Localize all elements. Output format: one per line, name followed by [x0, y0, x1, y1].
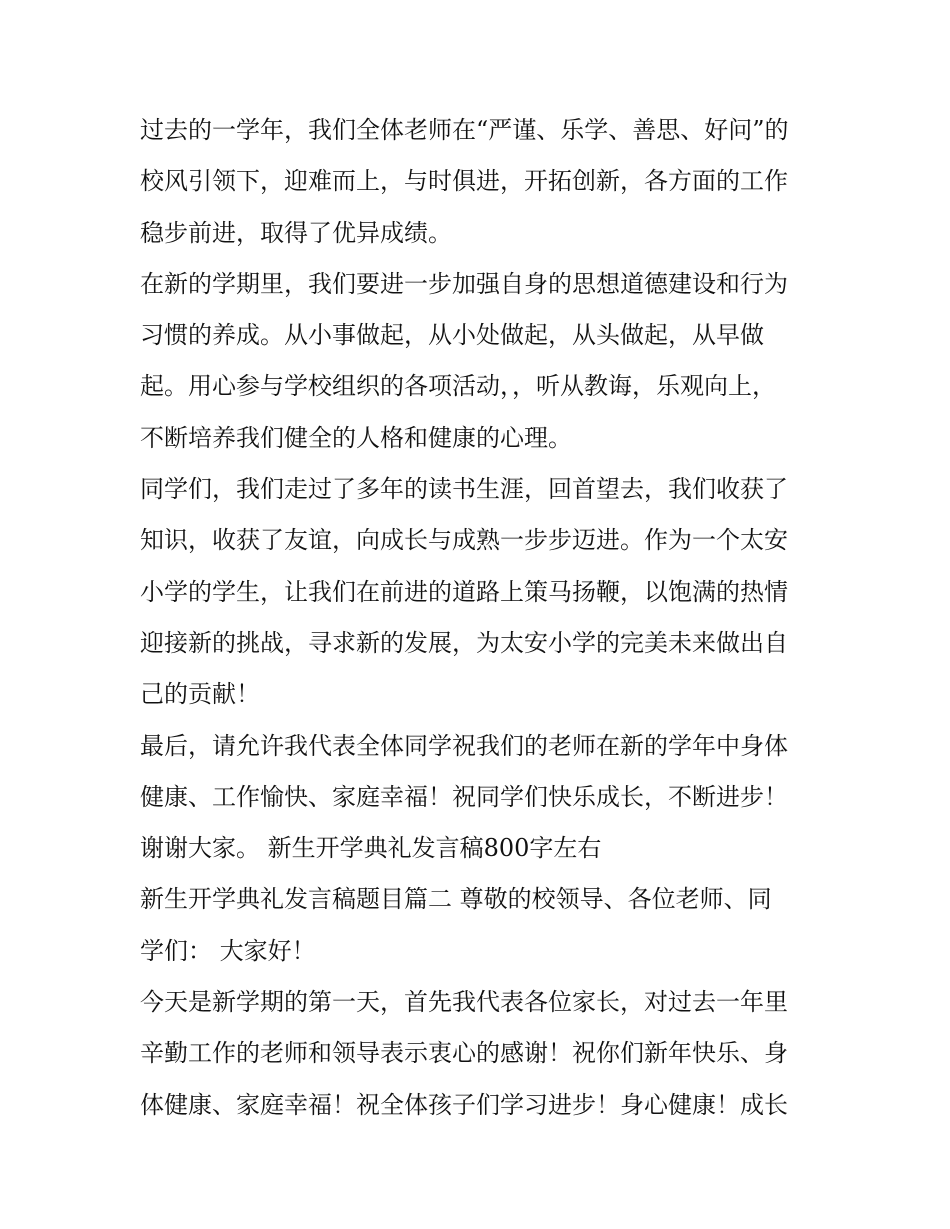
text-line-2: 校风引领下，迎难而上，与时俱进，开拓创新，各方面的工作	[140, 167, 788, 196]
text-line-19: 辛勤工作的老师和领导表示衷心的感谢！祝你们新年快乐、身	[140, 1039, 788, 1068]
text-line-10: 小学的学生，让我们在前进的道路上策马扬鞭，以饱满的热情	[140, 577, 788, 606]
text-line-1: 过去的一学年，我们全体老师在“严谨、乐学、善思、好问”的	[140, 116, 789, 144]
text-line-12: 己的贡献！	[140, 680, 260, 709]
text-line-3: 稳步前进，取得了优异成绩。	[140, 218, 452, 247]
text-line-14: 健康、工作愉快、家庭幸福！祝同学们快乐成长，不断进步！	[140, 782, 788, 811]
text-line-11: 迎接新的挑战，寻求新的发展，为太安小学的完美未来做出自	[140, 628, 788, 657]
text-line-7: 不断培养我们健全的人格和健康的心理。	[140, 423, 572, 452]
text-line-4: 在新的学期里，我们要进一步加强自身的思想道德建设和行为	[140, 269, 788, 298]
text-line-13: 最后，请允许我代表全体同学祝我们的老师在新的学年中身体	[140, 731, 788, 760]
text-line-15: 谢谢大家。 新生开学典礼发言稿800字左右	[140, 834, 602, 863]
text-line-5: 习惯的养成。从小事做起，从小处做起，从头做起，从早做	[140, 321, 764, 350]
text-line-20: 体健康、家庭幸福！祝全体孩子们学习进步！身心健康！成长	[140, 1090, 788, 1119]
text-line-9: 知识，收获了友谊，向成长与成熟一步步迈进。作为一个太安	[140, 526, 788, 555]
document-body	[140, 105, 820, 1131]
text-line-18: 今天是新学期的第一天，首先我代表各位家长，对过去一年里	[140, 988, 788, 1017]
text-line-17: 学们： 大家好！	[140, 936, 316, 965]
text-line-8: 同学们，我们走过了多年的读书生涯，回首望去，我们收获了	[140, 475, 788, 504]
text-line-16: 新生开学典礼发言稿题目篇二 尊敬的校领导、各位老师、同	[140, 885, 772, 914]
text-line-6: 起。用心参与学校组织的各项活动，，听从教诲，乐观向上，	[140, 372, 776, 401]
